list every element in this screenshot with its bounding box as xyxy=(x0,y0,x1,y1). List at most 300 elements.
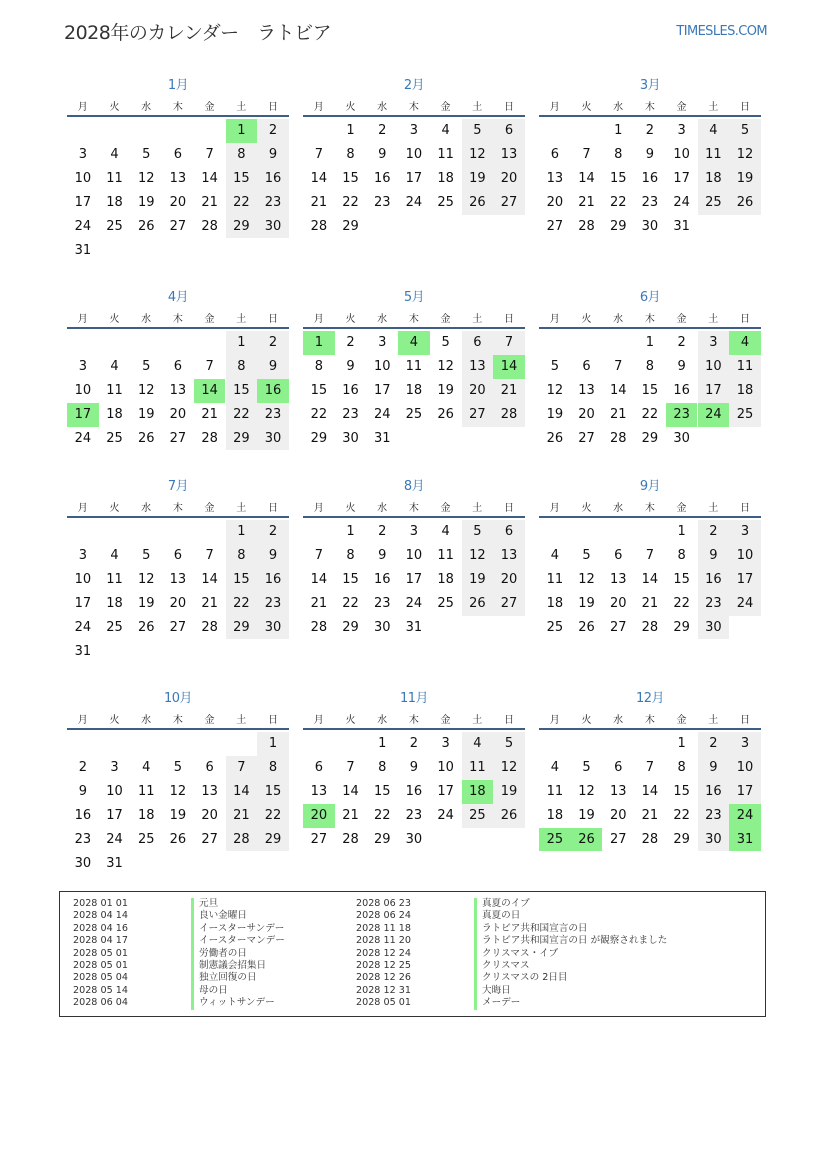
day-cell: 18 xyxy=(546,595,564,611)
month-9 xyxy=(539,475,761,675)
holiday-name: ラトビア共和国宣言の日 が観察されました xyxy=(474,935,742,947)
month-5 xyxy=(303,286,525,486)
day-cell: 7 xyxy=(205,358,214,374)
day-cell: 25 xyxy=(546,619,564,635)
day-cell: 13 xyxy=(493,544,525,568)
day-cell: 18 xyxy=(106,194,123,210)
day-cell: 13 xyxy=(609,783,627,799)
header-rule xyxy=(67,115,289,117)
day-cell: 24 xyxy=(74,218,92,234)
holiday-day-cell: 4 xyxy=(398,331,430,355)
day-cell: 28 xyxy=(342,831,359,847)
day-cell: 8 xyxy=(677,759,686,775)
holiday-day-cell: 24 xyxy=(729,804,761,828)
weekday-header: 土 xyxy=(708,715,719,726)
day-cell: 7 xyxy=(614,358,623,374)
header-rule xyxy=(67,728,289,730)
day-cell: 24 xyxy=(729,592,761,616)
weekday-header: 水 xyxy=(377,503,388,514)
day-cell: 12 xyxy=(169,783,187,799)
weekday-header: 土 xyxy=(708,102,719,113)
day-cell: 7 xyxy=(582,146,591,162)
day-cell: 20 xyxy=(201,807,218,823)
day-cell: 6 xyxy=(493,119,525,143)
weekday-header: 日 xyxy=(739,715,750,726)
weekday-header: 土 xyxy=(472,503,483,514)
day-cell: 21 xyxy=(342,807,359,823)
weekday-header: 火 xyxy=(109,314,120,325)
day-cell: 20 xyxy=(462,379,494,403)
day-cell: 1 xyxy=(645,335,655,350)
day-cell: 2 xyxy=(409,736,419,751)
day-cell: 18 xyxy=(106,406,123,422)
day-cell: 12 xyxy=(546,382,564,398)
day-cell: 19 xyxy=(578,807,595,823)
day-cell: 7 xyxy=(205,547,214,563)
month-title: 3月 xyxy=(639,78,661,93)
day-cell: 5 xyxy=(729,119,761,143)
day-cell: 13 xyxy=(578,382,595,398)
day-cell: 13 xyxy=(609,571,627,587)
holiday-day-cell: 4 xyxy=(729,331,761,355)
day-cell: 10 xyxy=(106,783,123,799)
day-cell: 10 xyxy=(373,358,391,374)
day-cell: 16 xyxy=(257,167,289,191)
weekday-header: 日 xyxy=(267,503,278,514)
day-cell: 31 xyxy=(405,619,423,635)
day-cell: 6 xyxy=(493,520,525,544)
day-cell: 10 xyxy=(729,544,761,568)
day-cell: 26 xyxy=(437,406,454,422)
weekday-header: 水 xyxy=(377,314,388,325)
holiday-date: 2028 05 01 xyxy=(73,947,128,959)
day-cell: 6 xyxy=(550,146,559,162)
day-cell: 19 xyxy=(437,382,454,398)
day-cell: 11 xyxy=(106,170,123,186)
day-cell: 25 xyxy=(729,403,761,427)
day-cell: 9 xyxy=(698,756,730,780)
day-cell: 12 xyxy=(437,358,454,374)
day-cell: 11 xyxy=(437,146,454,162)
day-cell: 14 xyxy=(641,571,659,587)
day-cell: 4 xyxy=(110,146,119,162)
day-cell: 18 xyxy=(137,807,155,823)
holiday-name: クリスマス xyxy=(474,960,742,972)
day-cell: 11 xyxy=(698,143,730,167)
day-cell: 9 xyxy=(346,358,355,374)
day-cell: 12 xyxy=(578,571,595,587)
day-cell: 10 xyxy=(74,571,92,587)
month-title: 4月 xyxy=(167,290,189,305)
day-cell: 14 xyxy=(641,783,659,799)
day-cell: 30 xyxy=(641,218,659,234)
weekday-header: 日 xyxy=(267,314,278,325)
day-cell: 16 xyxy=(698,780,730,804)
holiday-day-cell: 16 xyxy=(257,379,289,403)
day-cell: 9 xyxy=(409,759,419,775)
weekday-header: 水 xyxy=(141,314,152,325)
weekday-header: 木 xyxy=(408,503,419,514)
month-title: 10月 xyxy=(163,691,193,706)
day-cell: 3 xyxy=(409,123,419,138)
weekday-header: 月 xyxy=(549,102,560,113)
day-cell: 19 xyxy=(729,167,761,191)
day-cell: 16 xyxy=(373,170,391,186)
weekday-header: 水 xyxy=(377,715,388,726)
day-cell: 30 xyxy=(698,616,730,640)
weekday-header: 木 xyxy=(644,503,655,514)
day-cell: 27 xyxy=(493,592,525,616)
day-cell: 22 xyxy=(609,194,627,210)
header-rule xyxy=(303,516,525,518)
day-cell: 4 xyxy=(698,119,730,143)
holiday-name: 真夏のイブ xyxy=(474,898,742,910)
day-cell: 5 xyxy=(142,547,151,563)
holiday-day-cell: 1 xyxy=(303,331,335,355)
weekday-header: 日 xyxy=(739,503,750,514)
day-cell: 11 xyxy=(405,358,423,374)
day-cell: 15 xyxy=(342,571,359,587)
holiday-day-cell: 23 xyxy=(666,403,698,427)
day-cell: 5 xyxy=(142,358,151,374)
day-cell: 11 xyxy=(437,547,454,563)
day-cell: 14 xyxy=(609,382,627,398)
day-cell: 15 xyxy=(257,780,289,804)
day-cell: 26 xyxy=(462,592,494,616)
day-cell: 29 xyxy=(641,430,659,446)
day-cell: 3 xyxy=(729,732,761,756)
holiday-name: 元旦 xyxy=(191,898,459,910)
day-cell: 15 xyxy=(673,783,690,799)
header-rule xyxy=(67,327,289,329)
weekday-header: 火 xyxy=(345,314,356,325)
day-cell: 18 xyxy=(698,167,730,191)
day-cell: 25 xyxy=(137,831,155,847)
day-cell: 2 xyxy=(257,119,289,143)
day-cell: 27 xyxy=(493,191,525,215)
day-cell: 13 xyxy=(310,783,328,799)
weekday-header: 火 xyxy=(581,715,592,726)
holiday-date: 2028 12 26 xyxy=(356,972,411,984)
day-cell: 17 xyxy=(106,807,123,823)
day-cell: 28 xyxy=(310,218,328,234)
weekday-header: 月 xyxy=(549,503,560,514)
day-cell: 7 xyxy=(226,756,258,780)
day-cell: 10 xyxy=(74,170,92,186)
weekday-header: 金 xyxy=(440,503,451,514)
day-cell: 19 xyxy=(546,406,564,422)
day-cell: 19 xyxy=(578,595,595,611)
day-cell: 15 xyxy=(226,167,258,191)
header-rule xyxy=(539,327,761,329)
day-cell: 20 xyxy=(169,595,187,611)
day-cell: 21 xyxy=(578,194,595,210)
day-cell: 15 xyxy=(342,170,359,186)
day-cell: 18 xyxy=(546,807,564,823)
day-cell: 8 xyxy=(378,759,387,775)
weekday-header: 日 xyxy=(503,314,514,325)
day-cell: 31 xyxy=(673,218,690,234)
day-cell: 28 xyxy=(310,619,328,635)
weekday-header: 月 xyxy=(77,715,88,726)
month-title: 2月 xyxy=(403,78,425,93)
day-cell: 16 xyxy=(405,783,423,799)
holiday-name: 母の日 xyxy=(191,985,459,997)
day-cell: 20 xyxy=(493,568,525,592)
day-cell: 25 xyxy=(437,194,454,210)
weekday-header: 土 xyxy=(708,314,719,325)
header-rule xyxy=(539,728,761,730)
holiday-name: クリスマス・イブ xyxy=(474,948,742,960)
month-title: 12月 xyxy=(635,691,665,706)
day-cell: 29 xyxy=(342,619,359,635)
day-cell: 28 xyxy=(609,430,627,446)
day-cell: 24 xyxy=(373,406,391,422)
day-cell: 21 xyxy=(310,194,328,210)
holiday-date: 2028 12 24 xyxy=(356,947,411,959)
day-cell: 17 xyxy=(74,194,92,210)
day-cell: 11 xyxy=(546,571,564,587)
day-cell: 4 xyxy=(110,358,119,374)
day-cell: 29 xyxy=(226,215,258,239)
day-cell: 28 xyxy=(493,403,525,427)
day-cell: 27 xyxy=(609,619,627,635)
day-cell: 30 xyxy=(673,430,690,446)
day-cell: 24 xyxy=(74,430,92,446)
day-cell: 8 xyxy=(346,146,355,162)
day-cell: 3 xyxy=(78,358,87,374)
weekday-header: 土 xyxy=(236,102,247,113)
day-cell: 5 xyxy=(582,759,591,775)
weekday-header: 水 xyxy=(613,314,624,325)
day-cell: 3 xyxy=(441,736,450,751)
day-cell: 22 xyxy=(226,191,258,215)
day-cell: 20 xyxy=(609,807,627,823)
weekday-header: 金 xyxy=(204,503,215,514)
weekday-header: 土 xyxy=(236,314,247,325)
day-cell: 10 xyxy=(729,756,761,780)
day-cell: 4 xyxy=(550,547,559,563)
day-cell: 20 xyxy=(493,167,525,191)
weekday-header: 金 xyxy=(676,314,687,325)
holiday-name: ラトビア共和国宣言の日 xyxy=(474,923,742,935)
month-title: 9月 xyxy=(639,479,661,494)
header-rule xyxy=(539,115,761,117)
holiday-date: 2028 05 04 xyxy=(73,972,128,984)
day-cell: 15 xyxy=(373,783,391,799)
day-cell: 8 xyxy=(226,544,258,568)
day-cell: 5 xyxy=(582,547,591,563)
day-cell: 16 xyxy=(641,170,659,186)
day-cell: 31 xyxy=(74,643,92,659)
day-cell: 3 xyxy=(378,335,387,350)
day-cell: 12 xyxy=(462,544,494,568)
day-cell: 18 xyxy=(106,595,123,611)
weekday-header: 木 xyxy=(408,715,419,726)
weekday-header: 金 xyxy=(440,102,451,113)
day-cell: 28 xyxy=(641,831,659,847)
day-cell: 1 xyxy=(226,520,258,544)
holiday-day-cell: 17 xyxy=(67,403,99,427)
weekday-header: 木 xyxy=(172,715,183,726)
weekday-header: 日 xyxy=(503,503,514,514)
day-cell: 29 xyxy=(342,218,359,234)
month-1 xyxy=(67,74,289,274)
weekday-header: 日 xyxy=(267,102,278,113)
day-cell: 27 xyxy=(609,831,627,847)
day-cell: 9 xyxy=(257,355,289,379)
weekday-header: 月 xyxy=(313,503,324,514)
day-cell: 25 xyxy=(106,430,123,446)
day-cell: 23 xyxy=(257,592,289,616)
holiday-day-cell: 24 xyxy=(698,403,730,427)
weekday-header: 土 xyxy=(708,503,719,514)
day-cell: 27 xyxy=(462,403,494,427)
day-cell: 24 xyxy=(405,194,423,210)
day-cell: 8 xyxy=(226,355,258,379)
holiday-list xyxy=(59,891,766,1017)
day-cell: 8 xyxy=(677,547,686,563)
day-cell: 29 xyxy=(226,616,258,640)
weekday-header: 水 xyxy=(613,715,624,726)
day-cell: 6 xyxy=(582,358,591,374)
day-cell: 12 xyxy=(137,382,155,398)
month-4 xyxy=(67,286,289,486)
day-cell: 16 xyxy=(74,807,92,823)
month-11 xyxy=(303,687,525,887)
holiday-date: 2028 05 14 xyxy=(73,984,128,996)
day-cell: 6 xyxy=(314,759,323,775)
day-cell: 22 xyxy=(257,804,289,828)
day-cell: 9 xyxy=(698,544,730,568)
day-cell: 24 xyxy=(673,194,690,210)
day-cell: 24 xyxy=(437,807,454,823)
day-cell: 3 xyxy=(110,759,119,775)
day-cell: 9 xyxy=(257,544,289,568)
day-cell: 2 xyxy=(698,520,730,544)
day-cell: 30 xyxy=(74,855,92,871)
day-cell: 23 xyxy=(257,191,289,215)
day-cell: 31 xyxy=(106,855,123,871)
day-cell: 4 xyxy=(142,759,151,775)
day-cell: 28 xyxy=(201,218,218,234)
day-cell: 5 xyxy=(462,520,494,544)
holiday-date: 2028 04 17 xyxy=(73,935,128,947)
day-cell: 12 xyxy=(462,143,494,167)
day-cell: 25 xyxy=(698,191,730,215)
day-cell: 22 xyxy=(673,595,690,611)
day-cell: 7 xyxy=(314,146,323,162)
day-cell: 14 xyxy=(310,571,328,587)
day-cell: 10 xyxy=(437,759,454,775)
day-cell: 31 xyxy=(74,242,92,258)
day-cell: 20 xyxy=(169,194,187,210)
holiday-name: 労働者の日 xyxy=(191,948,459,960)
day-cell: 2 xyxy=(257,520,289,544)
day-cell: 17 xyxy=(405,170,423,186)
day-cell: 1 xyxy=(226,331,258,355)
holiday-name: クリスマスの 2日目 xyxy=(474,972,742,984)
day-cell: 19 xyxy=(493,780,525,804)
day-cell: 11 xyxy=(729,355,761,379)
weekday-header: 日 xyxy=(267,715,278,726)
day-cell: 19 xyxy=(462,167,494,191)
brand-link[interactable]: TIMESLES.COM xyxy=(676,24,767,39)
day-cell: 27 xyxy=(546,218,564,234)
day-cell: 2 xyxy=(346,335,355,350)
month-title: 1月 xyxy=(167,78,189,93)
day-cell: 7 xyxy=(645,547,655,563)
day-cell: 26 xyxy=(462,191,494,215)
day-cell: 19 xyxy=(137,194,155,210)
day-cell: 8 xyxy=(257,756,289,780)
day-cell: 26 xyxy=(493,804,525,828)
day-cell: 30 xyxy=(373,619,391,635)
day-cell: 15 xyxy=(609,170,627,186)
weekday-header: 火 xyxy=(581,503,592,514)
weekday-header: 金 xyxy=(676,102,687,113)
day-cell: 8 xyxy=(645,358,655,374)
day-cell: 4 xyxy=(462,732,494,756)
month-title: 7月 xyxy=(167,479,189,494)
day-cell: 12 xyxy=(729,143,761,167)
day-cell: 14 xyxy=(578,170,595,186)
day-cell: 10 xyxy=(74,382,92,398)
day-cell: 8 xyxy=(226,143,258,167)
day-cell: 13 xyxy=(201,783,218,799)
day-cell: 30 xyxy=(405,831,423,847)
day-cell: 9 xyxy=(378,146,387,162)
weekday-header: 土 xyxy=(472,715,483,726)
day-cell: 6 xyxy=(173,547,183,563)
day-cell: 23 xyxy=(342,406,359,422)
day-cell: 29 xyxy=(673,831,690,847)
header-rule xyxy=(303,327,525,329)
weekday-header: 木 xyxy=(408,102,419,113)
day-cell: 9 xyxy=(78,783,87,799)
holiday-name: イースターサンデー xyxy=(191,923,459,935)
day-cell: 9 xyxy=(257,143,289,167)
day-cell: 8 xyxy=(314,358,323,374)
day-cell: 20 xyxy=(609,595,627,611)
day-cell: 5 xyxy=(441,335,450,350)
day-cell: 3 xyxy=(677,123,686,138)
weekday-header: 金 xyxy=(204,102,215,113)
holiday-day-cell: 18 xyxy=(462,780,494,804)
day-cell: 29 xyxy=(373,831,391,847)
day-cell: 14 xyxy=(226,780,258,804)
holiday-day-cell: 1 xyxy=(226,119,258,143)
day-cell: 29 xyxy=(673,619,690,635)
day-cell: 1 xyxy=(346,524,355,539)
day-cell: 27 xyxy=(578,430,595,446)
holiday-date: 2028 12 31 xyxy=(356,984,411,996)
day-cell: 6 xyxy=(462,331,494,355)
month-title: 11月 xyxy=(399,691,429,706)
month-12 xyxy=(539,687,761,887)
day-cell: 4 xyxy=(550,759,559,775)
day-cell: 10 xyxy=(405,547,423,563)
day-cell: 14 xyxy=(201,170,218,186)
day-cell: 21 xyxy=(201,595,218,611)
day-cell: 30 xyxy=(698,828,730,852)
holiday-date: 2028 11 20 xyxy=(356,935,411,947)
day-cell: 22 xyxy=(310,406,328,422)
day-cell: 4 xyxy=(441,524,450,539)
holiday-day-cell: 26 xyxy=(571,828,603,852)
day-cell: 13 xyxy=(546,170,564,186)
holiday-date: 2028 04 14 xyxy=(73,910,128,922)
